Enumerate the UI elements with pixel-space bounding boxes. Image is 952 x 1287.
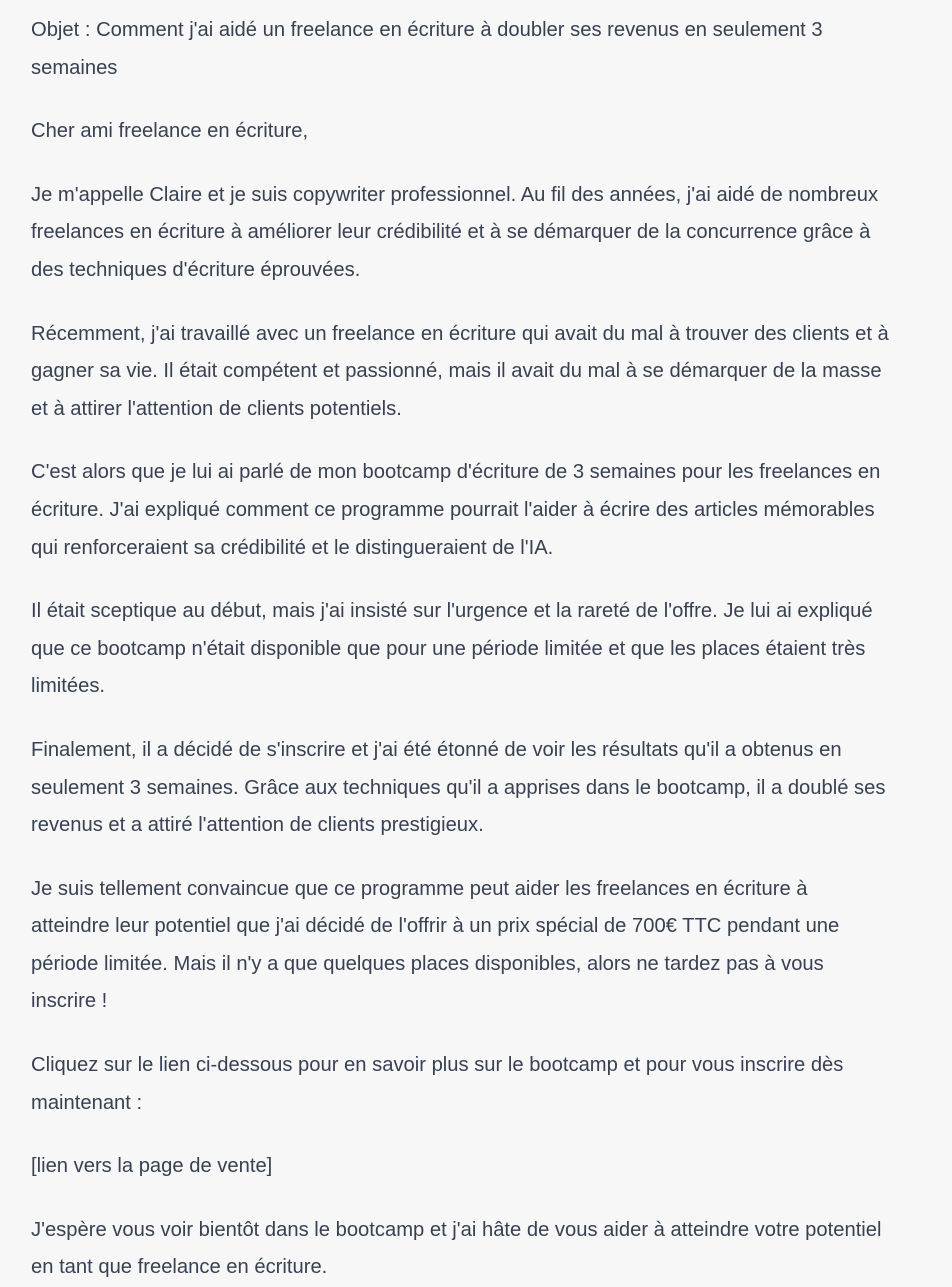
paragraph-results: Finalement, il a décidé de s'inscrire et j'ai été étonné de voir les résultats qu'il a obtenus en seulement 3 semaines. Grâce aux techniques qu'il a apprises dans le bootcamp, il a doublé ses revenus et a attiré l'attention de clients prestigieux. (31, 738, 886, 837)
paragraph-bootcamp-pitch: C'est alors que je lui ai parlé de mon bootcamp d'écriture de 3 semaines pour les freelances en écriture. J'ai expliqué comment ce programme pourrait l'aider à écrire des articles mémorables qui renforceraient sa crédibilité et le distingueraient de l'IA. (31, 461, 881, 559)
paragraph-scarcity: Il était sceptique au début, mais j'ai insisté sur l'urgence et la rareté de l'offre. Je lui ai expliqué que ce bootcamp n'était disponible que pour une période limitée et que les places étaient très limitées. (31, 600, 873, 698)
email-subject: Objet : Comment j'ai aidé un freelance en écriture à doubler ses revenus en seulement 3 semaines (31, 19, 823, 79)
paragraph-closing: J'espère vous voir bientôt dans le bootcamp et j'ai hâte de vous aider à atteindre votre potentiel en tant que freelance en écriture. (31, 1218, 882, 1279)
paragraph-offer: Je suis tellement convaincue que ce programme peut aider les freelances en écriture à atteindre leur potentiel que j'ai décidé de l'offrir à un prix spécial de 700€ TTC pendant une période limitée. Mais il n'y a que quelques places disponibles, alors ne tardez pas à vous inscrire ! (31, 877, 840, 1013)
email-greeting: Cher ami freelance en écriture, (31, 120, 309, 143)
paragraph-call-to-action: Cliquez sur le lien ci-dessous pour en savoir plus sur le bootcamp et pour vous inscrire dès maintenant : (31, 1054, 844, 1114)
sales-page-link-placeholder: [lien vers la page de vente] (31, 1155, 273, 1178)
paragraph-freelance-story: Récemment, j'ai travaillé avec un freelance en écriture qui avait du mal à trouver des clients et à gagner sa vie. Il était compétent et passionné, mais il avait du mal à se démarquer de la masse et à attirer l'attention de clients potentiels. (31, 322, 889, 420)
paragraph-introduction: Je m'appelle Claire et je suis copywriter professionnel. Au fil des années, j'ai aidé de nombreux freelances en écriture à améliorer leur crédibilité et à se démarquer de la concurrence grâce à des techniques d'écriture éprouvées. (31, 183, 879, 281)
